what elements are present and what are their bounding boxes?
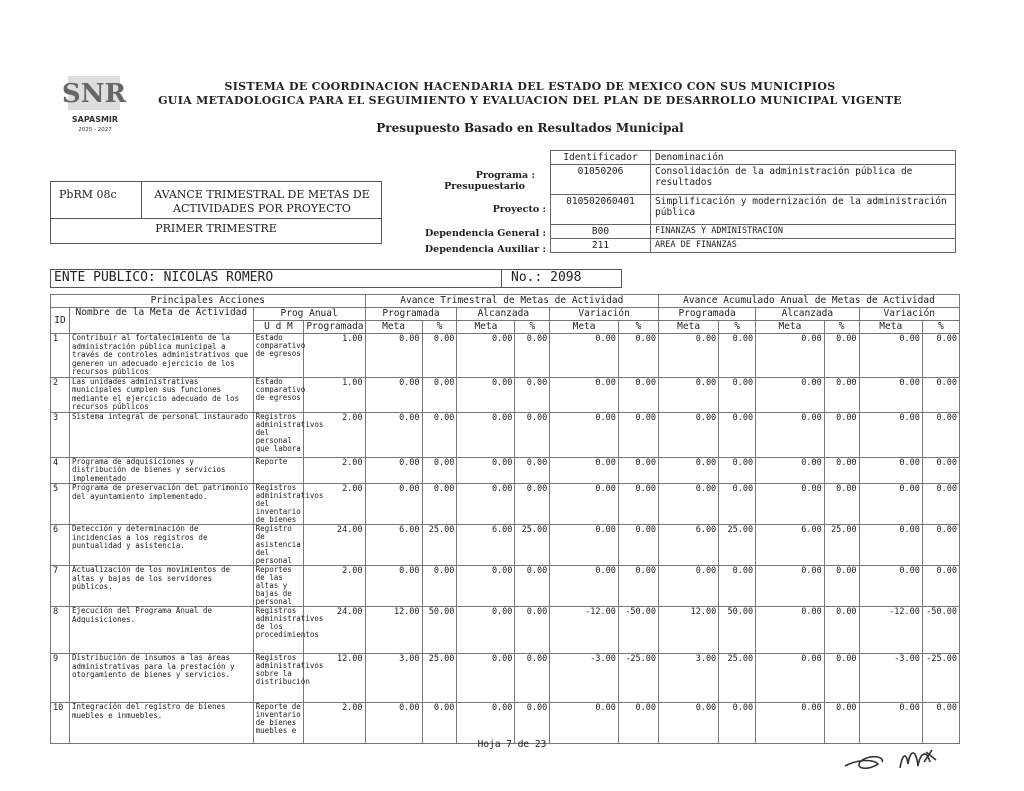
meta-header: Meta [756,321,825,334]
row-name: Actualización de los movimientos de altas y bajas de los servidores públicos. [70,566,254,607]
row-trim-value: 6.00 [365,525,422,566]
row-trim-value: 0.00 [422,334,457,378]
row-acum-value: 0.00 [719,703,756,744]
row-programada: 1.00 [304,377,365,412]
row-acum-value: 0.00 [756,703,825,744]
row-acum-value: 0.00 [859,703,922,744]
row-acum-value: 0.00 [719,457,756,484]
row-acum-value: 0.00 [659,412,719,457]
row-acum-value: 0.00 [824,607,859,654]
row-acum-value: 0.00 [824,377,859,412]
proyecto-name: Simplificación y modernización de la administración pública [651,195,956,225]
pct-header: % [719,321,756,334]
row-acum-value: 0.00 [922,525,959,566]
row-acum-value: 0.00 [719,412,756,457]
meta-header: Meta [457,321,515,334]
row-trim-value: 0.00 [457,607,515,654]
row-acum-value: 0.00 [659,484,719,525]
row-name: Sistema integral de personal instaurado [70,412,254,457]
row-udm: Registros administrativos del personal que labora [253,412,304,457]
logo-years: 2025 - 2027 [78,127,112,133]
row-acum-value: 0.00 [659,703,719,744]
pct-header: % [922,321,959,334]
avance-acumulado-header: Avance Acumulado Anual de Metas de Actividad [659,295,960,308]
svg-text:SNR: SNR [61,79,127,109]
dep-auxiliar-name: AREA DE FINANZAS [651,239,956,253]
row-name: Programa de adquisiciones y distribución de bienes y servicios implementado [70,457,254,484]
row-acum-value: 0.00 [859,334,922,378]
row-programada: 2.00 [304,484,365,525]
id-header: ID [51,308,70,334]
row-trim-value: 0.00 [457,457,515,484]
logo [60,74,130,134]
row-acum-value: 0.00 [859,377,922,412]
row-acum-value: 0.00 [756,484,825,525]
row-udm: Registros administrativos sobre la distribución [253,654,304,703]
row-trim-value: 0.00 [457,334,515,378]
row-acum-value: 0.00 [922,457,959,484]
row-acum-value: 12.00 [659,607,719,654]
acum-variacion-header: Variación [859,308,959,321]
page-number: Hoja 7 de 23 [477,739,547,750]
row-trim-value: 0.00 [618,484,658,525]
row-udm: Registros administrativos del inventario de bienes [253,484,304,525]
row-id: 6 [51,525,70,566]
row-trim-value: 25.00 [422,654,457,703]
row-acum-value: 0.00 [859,484,922,525]
meta-header: Meta [659,321,719,334]
row-trim-value: 0.00 [550,412,619,457]
form-period: PRIMER TRIMESTRE [155,222,277,235]
table-row [51,703,960,744]
presupuestario-label: Presupuestario [444,181,525,192]
row-trim-value: 0.00 [515,607,550,654]
row-trim-value: 3.00 [365,654,422,703]
row-trim-value: 0.00 [365,703,422,744]
row-acum-value: 0.00 [824,654,859,703]
row-name: Programa de preservación del patrimonio del ayuntamiento implementado. [70,484,254,525]
programa-name: Consolidación de la administración pública de resultados [651,165,956,195]
row-acum-value: 0.00 [922,377,959,412]
row-id: 5 [51,484,70,525]
proyecto-id: 010502060401 [551,195,651,225]
row-name: Ejecución del Programa Anual de Adquisiciones. [70,607,254,654]
row-acum-value: -25.00 [922,654,959,703]
row-trim-value: 0.00 [422,412,457,457]
row-acum-value: 0.00 [659,566,719,607]
row-programada: 2.00 [304,703,365,744]
row-trim-value: 0.00 [618,334,658,378]
row-trim-value: 0.00 [457,654,515,703]
row-acum-value: -3.00 [859,654,922,703]
row-acum-value: 25.00 [719,525,756,566]
prog-anual-header: Prog Anual [253,308,365,321]
table-row [51,566,960,607]
col-denominacion: Denominación [651,151,956,165]
row-acum-value: 0.00 [719,377,756,412]
row-acum-value: 0.00 [824,566,859,607]
meta-header: Meta [859,321,922,334]
row-trim-value: 0.00 [365,566,422,607]
row-trim-value: 0.00 [365,412,422,457]
row-trim-value: 0.00 [422,457,457,484]
row-id: 2 [51,377,70,412]
row-id: 4 [51,457,70,484]
row-acum-value: 0.00 [824,703,859,744]
row-acum-value: -50.00 [922,607,959,654]
row-trim-value: 0.00 [422,566,457,607]
row-trim-value: 0.00 [618,525,658,566]
table-row [51,607,960,654]
row-name: Detección y determinación de incidencias a los registros de puntualidad y asistencia. [70,525,254,566]
row-trim-value: 25.00 [422,525,457,566]
row-acum-value: -12.00 [859,607,922,654]
row-udm: Reporte de inventario de bienes muebles e [253,703,304,744]
row-id: 9 [51,654,70,703]
pct-header: % [422,321,457,334]
row-trim-value: 0.00 [515,654,550,703]
header-line-1: SISTEMA DE COORDINACION HACENDARIA DEL ESTADO DE MEXICO CON SUS MUNICIPIOS [224,80,836,93]
row-trim-value: 0.00 [550,334,619,378]
row-trim-value: 0.00 [457,377,515,412]
row-id: 1 [51,334,70,378]
row-programada: 2.00 [304,412,365,457]
row-trim-value: 0.00 [618,457,658,484]
row-trim-value: -25.00 [618,654,658,703]
row-acum-value: 25.00 [719,654,756,703]
row-trim-value: 0.00 [365,457,422,484]
header-subtitle: Presupuesto Basado en Resultados Municipal [376,121,684,135]
row-trim-value: 0.00 [515,703,550,744]
row-acum-value: 0.00 [756,607,825,654]
principales-acciones-header: Principales Acciones [51,295,366,308]
dep-auxiliar-id: 211 [551,239,651,253]
table-row [51,334,960,378]
row-acum-value: 0.00 [859,566,922,607]
row-trim-value: 0.00 [550,457,619,484]
row-trim-value: 0.00 [515,457,550,484]
divider [51,218,381,219]
row-acum-value: 6.00 [756,525,825,566]
meta-header: Meta [365,321,422,334]
row-acum-value: 0.00 [756,654,825,703]
row-trim-value: -3.00 [550,654,619,703]
row-acum-value: 0.00 [756,412,825,457]
meta-header: Meta [550,321,619,334]
table-row [51,377,960,412]
row-acum-value: 0.00 [719,334,756,378]
row-id: 8 [51,607,70,654]
row-trim-value: 0.00 [618,412,658,457]
row-acum-value: 0.00 [859,412,922,457]
udm-header: U d M [253,321,304,334]
row-acum-value: 0.00 [922,334,959,378]
row-trim-value: 0.00 [365,334,422,378]
row-trim-value: 0.00 [515,566,550,607]
trim-programada-header: Programada [365,308,457,321]
row-trim-value: 0.00 [515,484,550,525]
row-udm: Estado comparativo de egresos [253,377,304,412]
acum-programada-header: Programada [659,308,756,321]
row-programada: 24.00 [304,607,365,654]
row-udm: Reporte [253,457,304,484]
row-acum-value: 0.00 [824,334,859,378]
row-trim-value: 0.00 [365,377,422,412]
row-acum-value: 0.00 [824,484,859,525]
row-programada: 2.00 [304,566,365,607]
row-trim-value: 0.00 [515,334,550,378]
divider [501,270,502,287]
form-title-box [50,181,382,244]
trim-alcanzada-header: Alcanzada [457,308,550,321]
trim-variacion-header: Variación [550,308,659,321]
divider [141,182,142,218]
programa-id: 01050206 [551,165,651,195]
col-identificador: Identificador [551,151,651,165]
dep-general-id: B00 [551,225,651,239]
row-acum-value: 0.00 [659,457,719,484]
avance-trimestral-header: Avance Trimestral de Metas de Actividad [365,295,658,308]
row-trim-value: 0.00 [457,412,515,457]
row-trim-value: 6.00 [457,525,515,566]
row-udm: Reportes de las altas y bajas de personal [253,566,304,607]
row-trim-value: 0.00 [457,484,515,525]
row-name: Integración del registro de bienes muebles e inmuebles. [70,703,254,744]
nombre-header: Nombre de la Meta de Actividad [70,308,254,334]
table-row [51,654,960,703]
row-acum-value: 0.00 [824,457,859,484]
row-trim-value: 0.00 [365,484,422,525]
row-trim-value: 0.00 [550,377,619,412]
row-trim-value: 50.00 [422,607,457,654]
row-trim-value: 0.00 [515,412,550,457]
row-programada: 2.00 [304,457,365,484]
row-acum-value: 0.00 [719,566,756,607]
row-programada: 24.00 [304,525,365,566]
row-acum-value: 25.00 [824,525,859,566]
row-acum-value: 0.00 [922,484,959,525]
proyecto-label: Proyecto : [492,204,546,215]
row-trim-value: -50.00 [618,607,658,654]
table-row [51,484,960,525]
row-udm: Registro de asistencia del personal [253,525,304,566]
row-acum-value: 3.00 [659,654,719,703]
row-trim-value: 0.00 [550,484,619,525]
row-trim-value: 0.00 [515,377,550,412]
row-acum-value: 6.00 [659,525,719,566]
row-acum-value: 0.00 [659,377,719,412]
row-trim-value: 0.00 [618,566,658,607]
row-trim-value: 0.00 [457,566,515,607]
row-trim-value: -12.00 [550,607,619,654]
logo-text: SAPASMIR [71,115,119,124]
row-acum-value: 0.00 [824,412,859,457]
identifier-table [550,150,956,253]
signature [840,738,970,778]
row-acum-value: 0.00 [922,412,959,457]
row-udm: Estado comparativo de egresos [253,334,304,378]
row-trim-value: 0.00 [618,703,658,744]
row-trim-value: 0.00 [550,525,619,566]
pct-header: % [824,321,859,334]
row-acum-value: 0.00 [756,457,825,484]
form-code: PbRM 08c [59,188,117,201]
pct-header: % [618,321,658,334]
row-id: 3 [51,412,70,457]
metas-table [50,294,960,744]
row-acum-value: 0.00 [756,334,825,378]
row-trim-value: 12.00 [365,607,422,654]
ente-number: No.: 2098 [511,270,582,285]
row-trim-value: 0.00 [422,377,457,412]
row-acum-value: 0.00 [659,334,719,378]
row-id: 10 [51,703,70,744]
row-trim-value: 0.00 [618,377,658,412]
row-name: Distribución de insumos a las áreas administrativas para la prestación y otorgamiento de bienes y servicios. [70,654,254,703]
row-acum-value: 0.00 [756,377,825,412]
table-row [51,457,960,484]
header-line-2: GUIA METADOLOGICA PARA EL SEGUIMIENTO Y EVALUACION DEL PLAN DE DESARROLLO MUNICIPAL VIGENTE [158,94,902,107]
dependencia-auxiliar-label: Dependencia Auxiliar : [424,244,546,255]
row-acum-value: 0.00 [859,525,922,566]
row-name: Contribuir al fortalecimiento de la administración pública municipal a través de controles administrativos que generen un adecuado ejercicio de los recursos públicos [70,334,254,378]
row-id: 7 [51,566,70,607]
acum-alcanzada-header: Alcanzada [756,308,859,321]
row-name: Las unidades administrativas municipales cumplen sus funciones mediante el ejercicio adecuado de los recursos públicos [70,377,254,412]
row-acum-value: 0.00 [859,457,922,484]
row-programada: 12.00 [304,654,365,703]
programa-label: Programa : [475,170,535,181]
row-acum-value: 50.00 [719,607,756,654]
row-programada: 1.00 [304,334,365,378]
programada-header: Programada [304,321,365,334]
ente-publico: ENTE PUBLICO: NICOLAS ROMERO [54,270,274,285]
row-trim-value: 0.00 [457,703,515,744]
ente-publico-box [50,269,622,288]
row-acum-value: 0.00 [922,703,959,744]
table-row [51,525,960,566]
table-row [51,412,960,457]
row-udm: Registros administrativos de los procedimientos [253,607,304,654]
row-trim-value: 0.00 [550,703,619,744]
row-trim-value: 25.00 [515,525,550,566]
row-trim-value: 0.00 [550,566,619,607]
dependencia-general-label: Dependencia General : [424,228,546,239]
row-acum-value: 0.00 [922,566,959,607]
row-trim-value: 0.00 [422,484,457,525]
form-title: AVANCE TRIMESTRAL DE METAS DE ACTIVIDADES POR PROYECTO [154,188,370,215]
pct-header: % [515,321,550,334]
row-trim-value: 0.00 [422,703,457,744]
dep-general-name: FINANZAS Y ADMINISTRACION [651,225,956,239]
row-acum-value: 0.00 [756,566,825,607]
row-acum-value: 0.00 [719,484,756,525]
